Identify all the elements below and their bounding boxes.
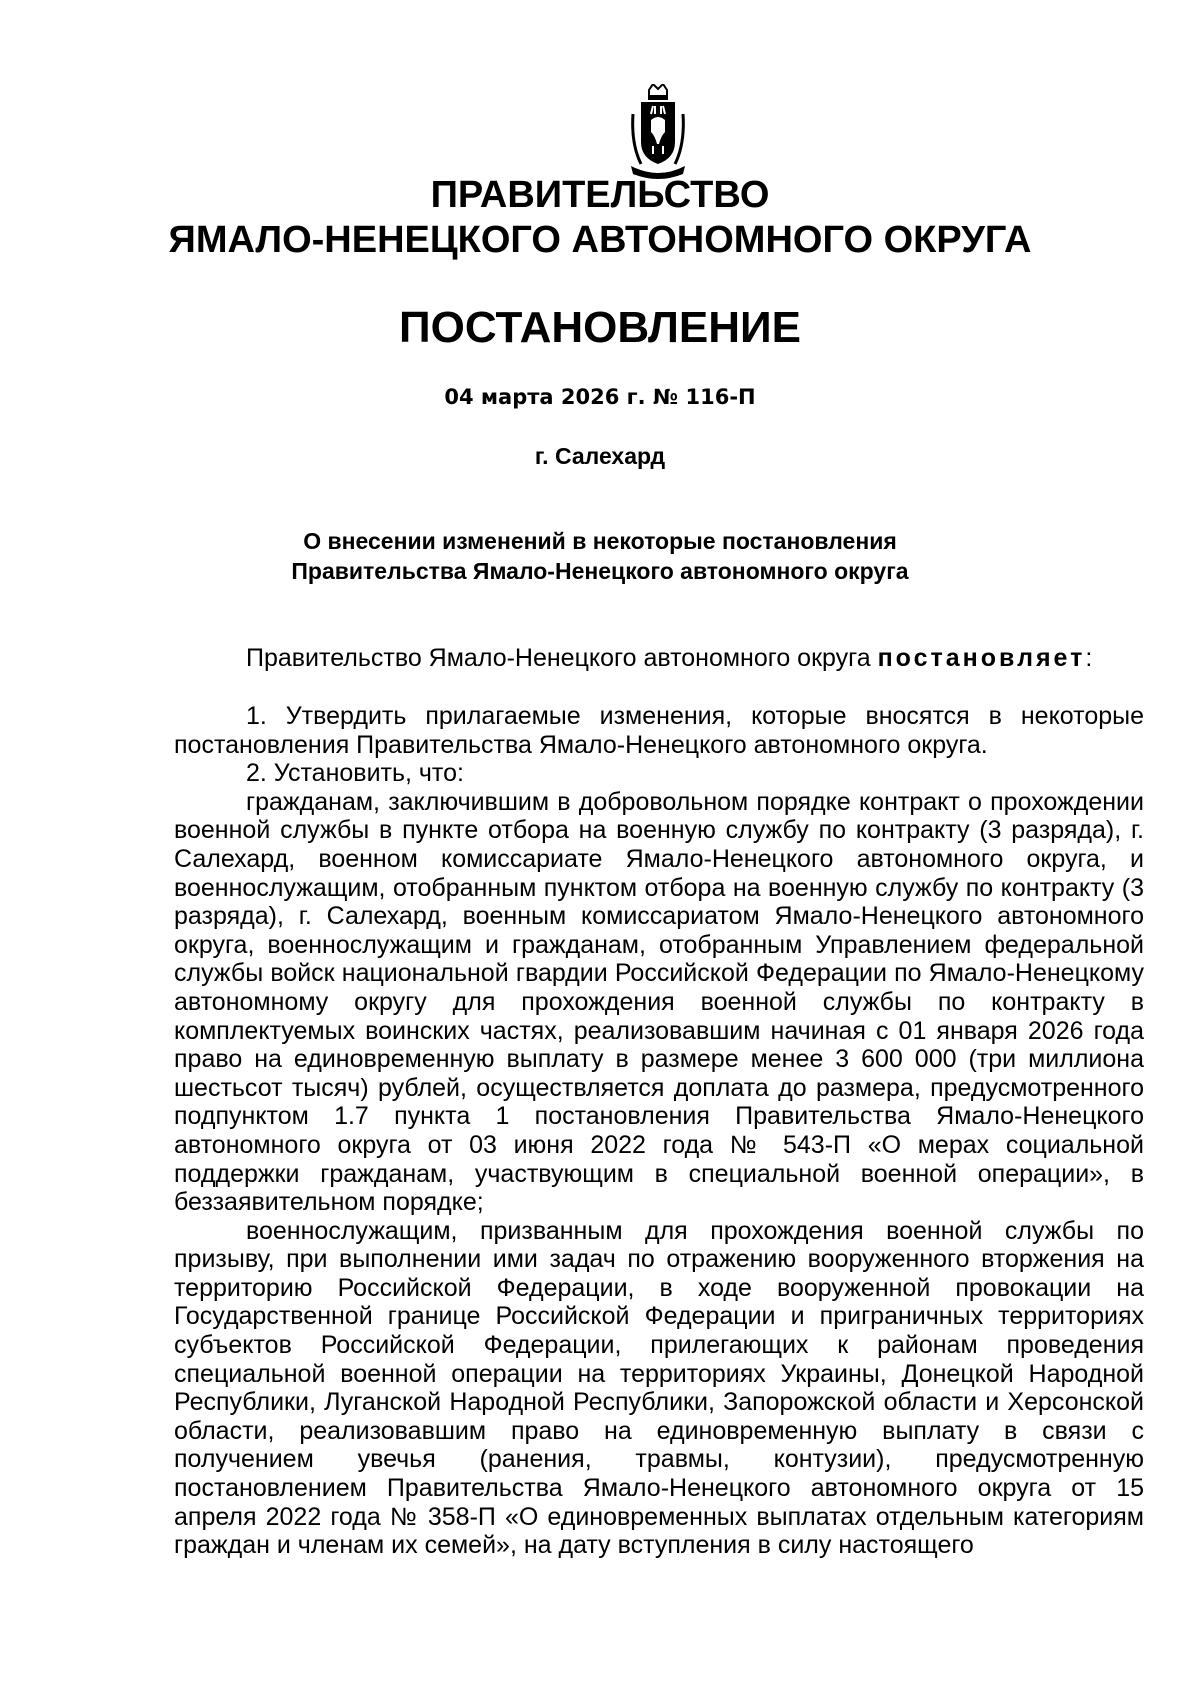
body-paragraph-2: 2. Установить, что: bbox=[246, 759, 464, 788]
organization-name-line2: ЯМАЛО-НЕНЕЦКОГО АВТОНОМНОГО ОКРУГА bbox=[168, 219, 1032, 261]
organization-name-line1: ПРАВИТЕЛЬСТВО bbox=[430, 174, 770, 216]
body-paragraph-3: гражданам, заключившим в добровольном порядке контракт о прохождении военной службы в пункте отбора на военную службу по контракту (3 разряда), г. Салехард, военном комиссариате Ямало-Ненецкого автономного округа, и военнослужащим, отобранным пунктом отбора на военную службу по контракту (3 разряда), г. Салехард, военным комиссариатом Ямало-Ненецкого автономного округа, военнослужащим и гражданам, отобранным Управлением федеральной службы войск национальной гвардии Российской Федерации по Ямало-Ненецкому автономному округу для прохождения военной службы по контракту в комплектуемых воинских частях, реализовавшим начиная с 01 января 2026 года право на единовременную выплату в размере менее 3 600 000 (три миллиона шестьсот тысяч) рублей, осуществляется доплата до размера, предусмотренного подпунктом 1.7 пункта 1 постановления Правительства Ямало-Ненецкого автономного округа от 03 июня 2022 года № 543-П «О мерах социальной поддержки гражданам, участвующим в специальной военной операции», в беззаявительном порядке; bbox=[174, 787, 1144, 1217]
document-city: г. Салехард bbox=[534, 443, 666, 469]
decree-intro bbox=[174, 644, 1144, 673]
coat-of-arms-emblem-icon bbox=[629, 84, 687, 180]
document-subject-line2: Правительства Ямало-Ненецкого автономного округа bbox=[291, 558, 909, 584]
decree-keyword: постановляет bbox=[877, 644, 1086, 672]
document-type-title: ПОСТАНОВЛЕНИЕ bbox=[398, 303, 802, 352]
body-paragraph-1: 1. Утвердить прилагаемые изменения, которые вносятся в некоторые постановления Правительства Ямало-Ненецкого автономного округа. bbox=[174, 702, 1144, 759]
decree-intro-text: Правительство Ямало-Ненецкого автономного округа bbox=[246, 644, 878, 672]
document-body bbox=[174, 702, 1144, 1560]
decree-intro-colon: : bbox=[1085, 644, 1093, 672]
document-subject-line1: О внесении изменений в некоторые постановления bbox=[303, 528, 897, 554]
document-date-number: 04 марта 2026 г. № 116-П bbox=[444, 385, 756, 409]
body-paragraph-4: военнослужащим, призванным для прохождения военной службы по призыву, при выполнении ими задач по отражению вооруженного вторжения на территорию Российской Федерации, в ходе вооруженной провокации на Государственной границе Российской Федерации и приграничных территориях субъектов Российской Федерации, прилегающих к районам проведения специальной военной операции на территориях Украины, Донецкой Народной Республики, Луганской Народной Республики, Запорожской области и Херсонской области, реализовавшим право на единовременную выплату в связи с получением увечья (ранения, травмы, контузии), предусмотренную постановлением Правительства Ямало-Ненецкого автономного округа от 15 апреля 2022 года № 358-П «О единовременных выплатах отдельным категориям граждан и членам их семей», на дату вступления в силу настоящего bbox=[174, 1216, 1144, 1560]
